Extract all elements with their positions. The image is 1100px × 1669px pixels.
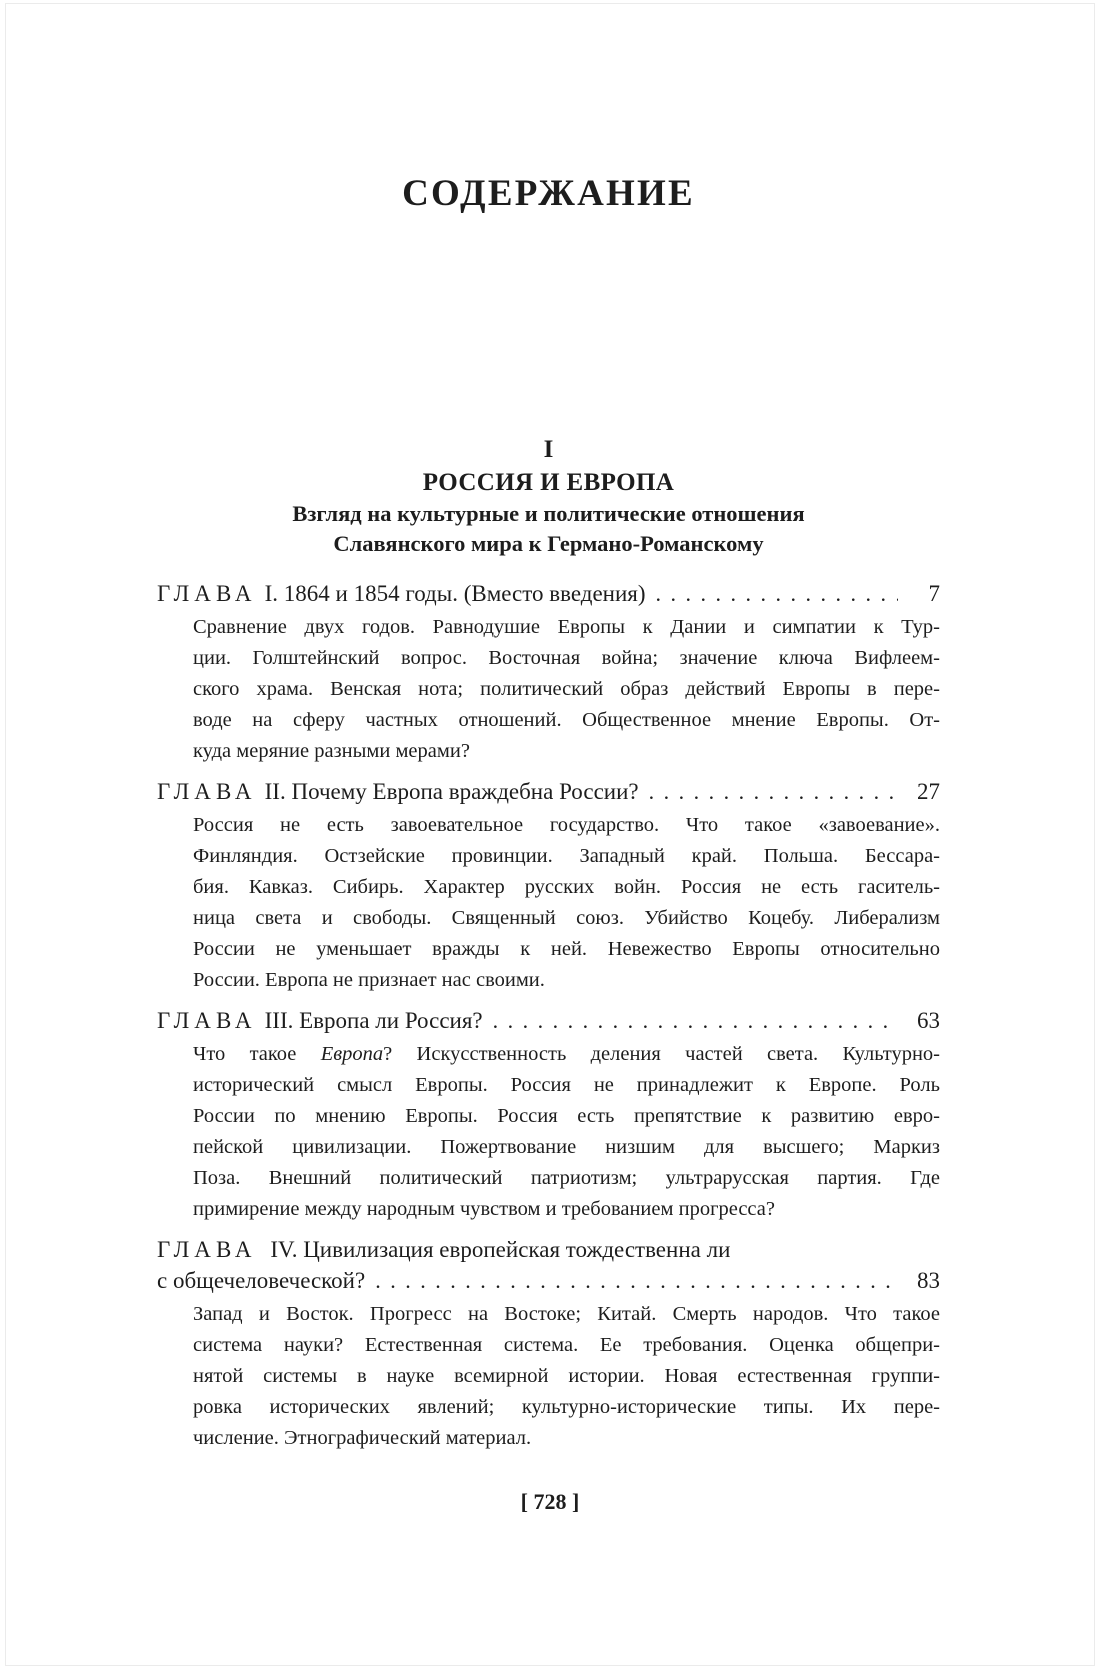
chapter-title: I. 1864 и 1854 годы. (Вместо введения) xyxy=(264,581,646,606)
toc-entry xyxy=(157,1234,940,1454)
toc-entry xyxy=(157,776,940,996)
description-line: пейской цивилизации. Пожертвование низшим для высшего; Маркиз xyxy=(193,1136,940,1158)
part-heading xyxy=(157,434,940,559)
chapter-description xyxy=(193,1299,940,1454)
chapter-page-number: 63 xyxy=(917,1008,940,1033)
part-title: РОССИЯ И ЕВРОПА xyxy=(422,469,675,496)
description-line: ница света и свободы. Священный союз. Убийство Коцебу. Либерализм xyxy=(193,907,940,929)
description-line: ции. Голштейнский вопрос. Восточная война; значение ключа Вифлеем- xyxy=(193,647,940,669)
chapter-description xyxy=(193,1039,940,1225)
chapter-page-number: 7 xyxy=(928,581,940,606)
description-line: числение. Этнографический материал. xyxy=(193,1427,532,1449)
description-line: система науки? Естественная система. Ее требования. Оценка общепри- xyxy=(193,1334,940,1356)
description-line: России. Европа не признает нас своими. xyxy=(193,969,545,991)
description-line: Россия не есть завоевательное государство. Что такое «завоевание». xyxy=(193,814,940,836)
description-line: куда меряние разными мерами? xyxy=(193,740,470,762)
toc-title: СОДЕРЖАНИЕ xyxy=(402,173,695,214)
description-line: России по мнению Европы. Россия есть препятствие к развитию евро- xyxy=(193,1105,940,1127)
chapter-title-continuation-row xyxy=(157,1265,940,1296)
description-line: Поза. Внешний политический патриотизм; ультрарусская партия. Где xyxy=(193,1167,940,1189)
description-line: Что такое Европа? Искусственность деления частей света. Культурно- xyxy=(193,1043,940,1065)
dot-leader xyxy=(649,776,898,807)
page-footer xyxy=(0,1489,1100,1515)
dot-leader xyxy=(375,1265,898,1296)
toc-entries xyxy=(157,578,940,1454)
description-line: ровка исторических явлений; культурно-исторические типы. Их пере- xyxy=(193,1396,940,1418)
description-line: Запад и Восток. Прогресс на Востоке; Китай. Смерть народов. Что такое xyxy=(193,1303,940,1325)
description-line: Сравнение двух годов. Равнодушие Европы к Дании и симпатии к Тур- xyxy=(193,616,940,638)
description-line: нятой системы в науке всемирной истории. Новая естественная группи- xyxy=(193,1365,940,1387)
chapter-heading-row xyxy=(157,1005,940,1036)
footer-page-number: [ 728 ] xyxy=(520,1489,580,1514)
chapter-title-continuation: с общечеловеческой? xyxy=(157,1268,366,1293)
description-line: примирение между народным чувством и требованием прогресса? xyxy=(193,1198,775,1220)
chapter-heading-row xyxy=(157,578,940,609)
part-subtitle-line: Славянского мира к Германо-Романскому xyxy=(333,531,764,556)
chapter-heading-row xyxy=(157,1234,940,1265)
chapter-label: ГЛАВА xyxy=(157,1008,257,1033)
part-subtitle-line: Взгляд на культурные и политические отношения xyxy=(292,501,805,526)
toc-entry xyxy=(157,578,940,767)
description-line: Финляндия. Остзейские провинции. Западный край. Польша. Бессара- xyxy=(193,845,940,867)
chapter-title: III. Европа ли Россия? xyxy=(264,1008,483,1033)
description-line: исторический смысл Европы. Россия не принадлежит к Европе. Роль xyxy=(193,1074,940,1096)
chapter-description xyxy=(193,612,940,767)
dot-leader xyxy=(493,1005,898,1036)
description-line: России не уменьшает вражды к ней. Невежество Европы относительно xyxy=(193,938,940,960)
chapter-description xyxy=(193,810,940,996)
description-line: воде на сферу частных отношений. Общественное мнение Европы. От- xyxy=(193,709,940,731)
part-number: I xyxy=(543,436,554,463)
toc-entry xyxy=(157,1005,940,1225)
description-line: ского храма. Венская нота; политический образ действий Европы в пере- xyxy=(193,678,940,700)
chapter-label: ГЛАВА xyxy=(157,581,257,606)
chapter-title: IV. Цивилизация европейская тождественна ли xyxy=(270,1237,731,1262)
dot-leader xyxy=(656,578,898,609)
chapter-heading-row xyxy=(157,776,940,807)
chapter-page-number: 27 xyxy=(917,779,940,804)
description-line: бия. Кавказ. Сибирь. Характер русских войн. Россия не есть гаситель- xyxy=(193,876,940,898)
chapter-label: ГЛАВА xyxy=(157,779,257,804)
chapter-title: II. Почему Европа враждебна России? xyxy=(264,779,639,804)
chapter-page-number: 83 xyxy=(917,1268,940,1293)
chapter-label: ГЛАВА xyxy=(157,1237,257,1262)
